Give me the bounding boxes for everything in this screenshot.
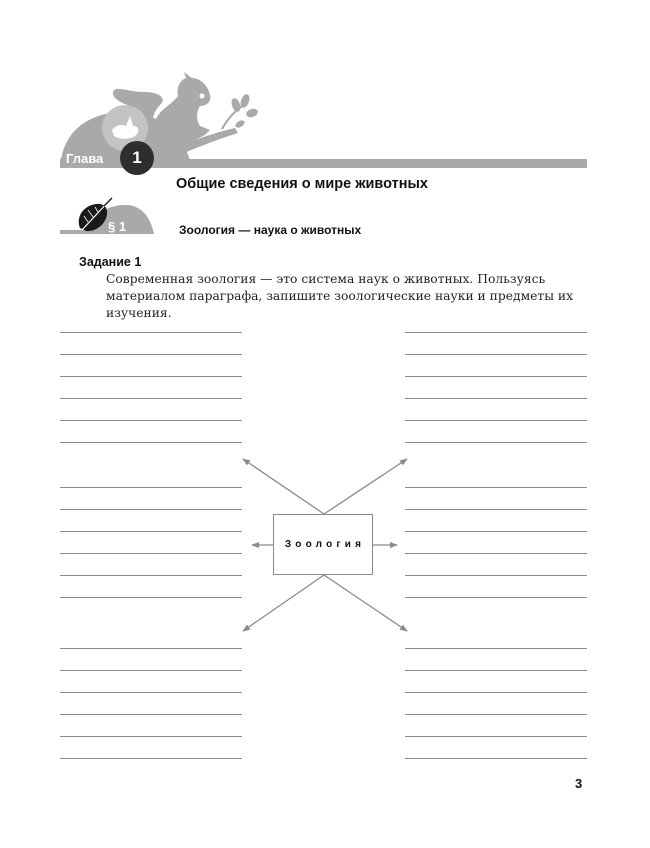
arrow-upper-left-icon	[243, 459, 324, 514]
arrow-lower-left-icon	[243, 575, 324, 631]
arrow-lower-right-icon	[324, 575, 407, 631]
zoology-center-box	[273, 514, 373, 575]
paragraph-label: § 1	[108, 219, 127, 234]
chapter-number-badge: 1	[120, 141, 154, 175]
task-text: Современная зоология — это система наук о животных. Пользуясь материалом параграфа, запишите зоологические науки и предметы их изучения.	[106, 272, 574, 320]
page-number: 3	[575, 776, 583, 791]
task-title: Задание 1	[79, 255, 142, 269]
paragraph-title: Зоология — наука о животных	[179, 223, 362, 237]
zoology-center-label: Зоология	[284, 539, 366, 550]
chapter-title: Общие сведения о мире животных	[176, 176, 428, 192]
arrow-upper-right-icon	[324, 459, 407, 514]
chapter-label: Глава	[66, 151, 104, 166]
